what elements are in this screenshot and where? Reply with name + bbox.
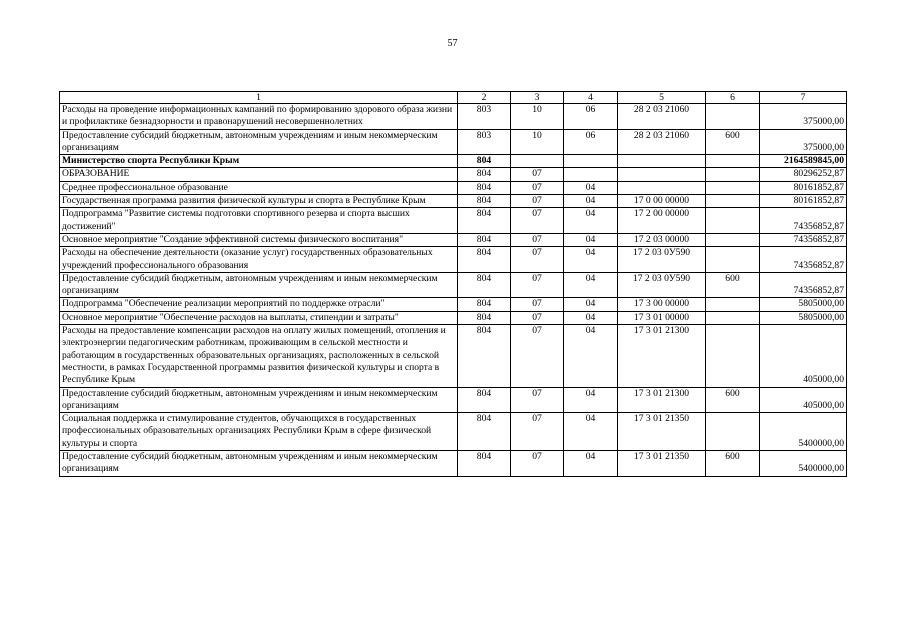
amount-cell: 80161852,87 (760, 181, 847, 194)
section-cell: 07 (511, 298, 564, 311)
column-header: 1 (60, 92, 458, 104)
expense-type-cell: 600 (706, 451, 760, 477)
section-cell: 10 (511, 129, 564, 155)
expense-name-cell: Подпрограмма "Обеспечение реализации мероприятий по поддержке отрасли" (60, 298, 458, 311)
table-row (60, 208, 847, 234)
expense-type-cell (706, 208, 760, 234)
ministry-code-cell: 804 (458, 168, 511, 181)
subsection-cell: 04 (564, 311, 618, 324)
subsection-cell: 04 (564, 451, 618, 477)
expense-name-cell: Расходы на предоставление компенсации расходов на оплату жилых помещений, отопления и электроэнергии педагогическим работникам, проживающим в сельской местности и работающим в государственных образовательных организациях, расположенных в сельской местности, в рамках Государственной программы развития физической культуры и спорта в Республике Крым (60, 325, 458, 387)
expense-type-cell (706, 168, 760, 181)
ministry-code-cell: 804 (458, 298, 511, 311)
subsection-cell: 04 (564, 247, 618, 273)
expense-type-cell: 600 (706, 272, 760, 298)
target-article-cell: 17 2 03 0У590 (618, 247, 706, 273)
expense-name-cell: Среднее профессиональное образование (60, 181, 458, 194)
subsection-cell: 04 (564, 413, 618, 451)
column-header: 4 (564, 92, 618, 104)
ministry-code-cell: 803 (458, 129, 511, 155)
ministry-code-cell: 804 (458, 451, 511, 477)
amount-cell: 5400000,00 (760, 413, 847, 451)
target-article-cell: 28 2 03 21060 (618, 129, 706, 155)
expense-name-cell: Основное мероприятие "Обеспечение расходов на выплаты, стипендии и затраты" (60, 311, 458, 324)
expense-type-cell (706, 247, 760, 273)
ministry-code-cell: 804 (458, 181, 511, 194)
subsection-cell: 04 (564, 233, 618, 246)
table-row (60, 298, 847, 311)
section-cell: 07 (511, 413, 564, 451)
amount-cell: 5805000,00 (760, 311, 847, 324)
target-article-cell: 17 3 01 00000 (618, 311, 706, 324)
amount-cell: 80161852,87 (760, 195, 847, 208)
expense-name-cell: Предоставление субсидий бюджетным, автономным учреждениям и иным некоммерческим организациям (60, 387, 458, 413)
target-article-cell (618, 181, 706, 194)
table-row (60, 325, 847, 387)
target-article-cell: 17 2 03 0У590 (618, 272, 706, 298)
target-article-cell (618, 168, 706, 181)
expense-type-cell (706, 298, 760, 311)
section-cell: 07 (511, 168, 564, 181)
expense-name-cell: Государственная программа развития физической культуры и спорта в Республике Крым (60, 195, 458, 208)
expense-type-cell: 600 (706, 387, 760, 413)
expense-type-cell (706, 413, 760, 451)
table-row (60, 451, 847, 477)
subsection-cell: 04 (564, 298, 618, 311)
subsection-cell: 04 (564, 387, 618, 413)
column-number-row (60, 92, 847, 104)
budget-table (59, 91, 847, 477)
amount-cell: 74356852,87 (760, 272, 847, 298)
section-cell: 07 (511, 208, 564, 234)
amount-cell: 2164589845,00 (760, 155, 847, 168)
expense-type-cell: 600 (706, 129, 760, 155)
ministry-code-cell: 804 (458, 195, 511, 208)
target-article-cell: 17 3 01 21350 (618, 413, 706, 451)
expense-name-cell: Социальная поддержка и стимулирование студентов, обучающихся в государственных профессиональных образовательных организациях Республики Крым в сфере физической культуры и спорта (60, 413, 458, 451)
section-cell: 07 (511, 247, 564, 273)
expense-name-cell: Предоставление субсидий бюджетным, автономным учреждениям и иным некоммерческим организациям (60, 451, 458, 477)
amount-cell: 74356852,87 (760, 247, 847, 273)
table-row (60, 155, 847, 168)
amount-cell: 74356852,87 (760, 233, 847, 246)
target-article-cell (618, 155, 706, 168)
expense-type-cell (706, 104, 760, 130)
table-row (60, 247, 847, 273)
expense-type-cell (706, 155, 760, 168)
table-row (60, 104, 847, 130)
subsection-cell: 04 (564, 195, 618, 208)
ministry-code-cell: 803 (458, 104, 511, 130)
expense-name-cell: Расходы на проведение информационных кампаний по формированию здорового образа жизни и профилактике безнадзорности и правонарушений несовершеннолетних (60, 104, 458, 130)
column-header: 3 (511, 92, 564, 104)
amount-cell: 5400000,00 (760, 451, 847, 477)
target-article-cell: 17 3 01 21300 (618, 387, 706, 413)
amount-cell: 405000,00 (760, 387, 847, 413)
section-cell: 07 (511, 325, 564, 387)
ministry-code-cell: 804 (458, 325, 511, 387)
target-article-cell: 17 2 00 00000 (618, 208, 706, 234)
expense-name-cell: Основное мероприятие "Создание эффективной системы физического воспитания" (60, 233, 458, 246)
expense-name-cell: ОБРАЗОВАНИЕ (60, 168, 458, 181)
table-row (60, 233, 847, 246)
section-cell: 07 (511, 233, 564, 246)
column-header: 2 (458, 92, 511, 104)
expense-name-cell: Подпрограмма "Развитие системы подготовки спортивного резерва и спорта высших достижений" (60, 208, 458, 234)
table-row (60, 311, 847, 324)
expense-type-cell (706, 195, 760, 208)
target-article-cell: 17 3 01 21300 (618, 325, 706, 387)
amount-cell: 80296252,87 (760, 168, 847, 181)
amount-cell: 74356852,87 (760, 208, 847, 234)
expense-type-cell (706, 181, 760, 194)
subsection-cell (564, 168, 618, 181)
ministry-code-cell: 804 (458, 155, 511, 168)
section-cell (511, 155, 564, 168)
table-row (60, 413, 847, 451)
ministry-code-cell: 804 (458, 272, 511, 298)
table-row (60, 168, 847, 181)
amount-cell: 375000,00 (760, 129, 847, 155)
subsection-cell: 06 (564, 129, 618, 155)
target-article-cell: 17 3 00 00000 (618, 298, 706, 311)
expense-type-cell (706, 311, 760, 324)
subsection-cell: 06 (564, 104, 618, 130)
column-header: 5 (618, 92, 706, 104)
expense-name-cell: Предоставление субсидий бюджетным, автономным учреждениям и иным некоммерческим организациям (60, 129, 458, 155)
amount-cell: 405000,00 (760, 325, 847, 387)
table-row (60, 195, 847, 208)
subsection-cell: 04 (564, 208, 618, 234)
ministry-code-cell: 804 (458, 233, 511, 246)
expense-type-cell (706, 325, 760, 387)
table-row (60, 387, 847, 413)
section-cell: 07 (511, 272, 564, 298)
table-row (60, 181, 847, 194)
ministry-code-cell: 804 (458, 387, 511, 413)
expense-name-cell: Предоставление субсидий бюджетным, автономным учреждениям и иным некоммерческим организациям (60, 272, 458, 298)
subsection-cell: 04 (564, 325, 618, 387)
expense-type-cell (706, 233, 760, 246)
subsection-cell (564, 155, 618, 168)
expense-name-cell: Министерство спорта Республики Крым (60, 155, 458, 168)
column-header: 6 (706, 92, 760, 104)
section-cell: 07 (511, 181, 564, 194)
ministry-code-cell: 804 (458, 311, 511, 324)
amount-cell: 5805000,00 (760, 298, 847, 311)
section-cell: 10 (511, 104, 564, 130)
page-number: 57 (447, 38, 458, 49)
section-cell: 07 (511, 451, 564, 477)
section-cell: 07 (511, 311, 564, 324)
ministry-code-cell: 804 (458, 208, 511, 234)
subsection-cell: 04 (564, 272, 618, 298)
target-article-cell: 28 2 03 21060 (618, 104, 706, 130)
target-article-cell: 17 3 01 21350 (618, 451, 706, 477)
subsection-cell: 04 (564, 181, 618, 194)
table-row (60, 129, 847, 155)
section-cell: 07 (511, 387, 564, 413)
amount-cell: 375000,00 (760, 104, 847, 130)
ministry-code-cell: 804 (458, 247, 511, 273)
ministry-code-cell: 804 (458, 413, 511, 451)
table-row (60, 272, 847, 298)
target-article-cell: 17 2 03 00000 (618, 233, 706, 246)
column-header: 7 (760, 92, 847, 104)
expense-name-cell: Расходы на обеспечение деятельности (оказание услуг) государственных образовательных учреждений профессионального образования (60, 247, 458, 273)
section-cell: 07 (511, 195, 564, 208)
target-article-cell: 17 0 00 00000 (618, 195, 706, 208)
